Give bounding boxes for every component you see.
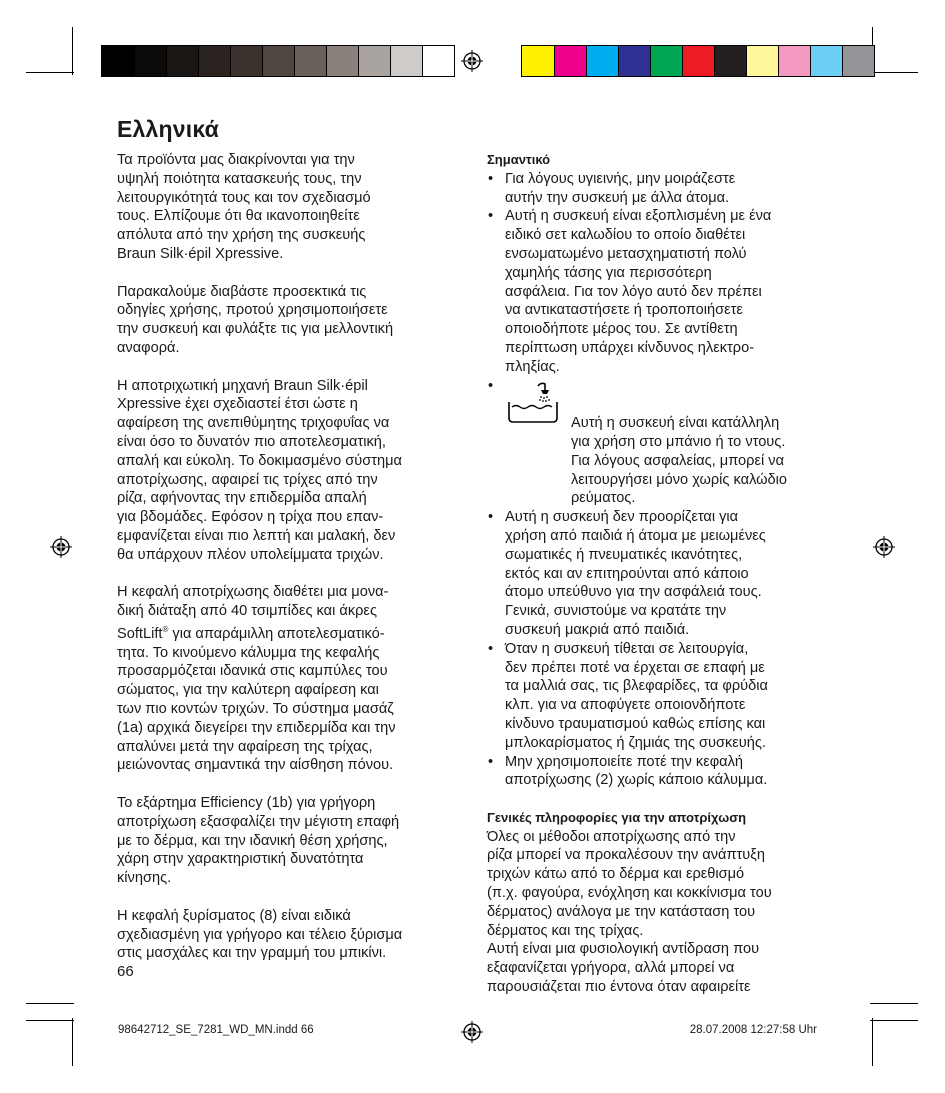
color-swatch — [554, 46, 586, 76]
list-item-bath — [487, 377, 832, 509]
epilation-head-paragraph — [117, 583, 462, 775]
footer-timestamp: 28.07.2008 12:27:58 Uhr — [689, 1024, 817, 1036]
color-swatch — [746, 46, 778, 76]
instructions-paragraph: Παρακαλούμε διαβάστε προσεκτικά τις οδηγίες χρήσης, προτού χρησιμοποιήσετε την συσκευή και φυλάξτε τις για μελλοντική αναφορά. — [117, 283, 394, 356]
general-info-heading: Γενικές πληροφορίες για την αποτρίχωση — [487, 809, 747, 825]
color-swatch — [778, 46, 810, 76]
important-heading: Σημαντικό — [487, 152, 551, 167]
registration-mark-icon — [50, 536, 72, 558]
registration-mark-icon — [873, 536, 895, 558]
crop-mark — [870, 72, 918, 73]
crop-mark — [872, 1018, 873, 1066]
grayscale-color-bar — [101, 45, 455, 77]
list-item: • Μην χρησιμοποιείτε ποτέ την κεφαλή αποτρίχωσης (2) χωρίς κάποιο κάλυμμα. — [487, 753, 832, 791]
color-swatch — [230, 46, 262, 76]
crop-mark — [26, 1003, 74, 1004]
color-swatch — [810, 46, 842, 76]
registration-mark-icon — [461, 50, 483, 72]
bath-text: Αυτή η συσκευή είναι κατάλληλη για χρήση στο μπάνιο ή το ντους. Για λόγους ασφαλείας, μπορεί να λειτουργήσει μόνο χωρίς καλώδιο ρεύματος. — [571, 415, 788, 507]
intro-paragraph: Τα προϊόντα μας διακρίνονται για την υψηλή ποιότητα κατασκευής τους, την λειτουργικότητά τους και τον σχεδιασμό τους. Ελπίζουμε ότι θα ικανοποιηθείτε απόλυτα από την χρήση της συσκευής Braun Silk·épil Xpressive. — [117, 152, 371, 262]
epilator-description-paragraph: Η αποτριχωτική μηχανή Braun Silk·épil Xpressive έχει σχεδιαστεί έτσι ώστε η αφαίρεση της ανεπιθύμητης τριχοφυΐας να είναι όσο το δυνατόν πιο αποτελεσματική, απαλή και εύκολη. Το δοκιμασμένο σύστημα αποτρίχωσης, αφαιρεί τις τρίχες από την ρίζα, αφήνοντας την επιδερμίδα απαλή για βδομάδες. Εφόσον η τρίχα που επαν- εμφανίζεται είναι πιο λεπτή και μαλακή, δεν θα υπάρχουν πλέον υπολείμματα τριχών. — [117, 377, 402, 563]
page-number: 66 — [117, 963, 134, 980]
list-item: • Όταν η συσκευή τίθεται σε λειτουργία, δεν πρέπει ποτέ να έρχεται σε επαφή με τα μαλλιά σας, τις βλεφαρίδες, τα φρύδια κλπ. για να αποφύγετε οποιονδήποτε κίνδυνο τραυματισμού καθώς επίσης και μπλοκαρίσματος ή ζημιάς της συσκευής. — [487, 640, 832, 753]
left-column — [117, 151, 462, 963]
color-swatch — [134, 46, 166, 76]
color-swatch — [294, 46, 326, 76]
footer-file-info: 98642712_SE_7281_WD_MN.indd 66 — [118, 1024, 314, 1036]
registration-mark-icon — [461, 1021, 483, 1043]
color-swatch — [586, 46, 618, 76]
color-swatch — [102, 46, 134, 76]
color-swatch — [618, 46, 650, 76]
color-swatch — [326, 46, 358, 76]
color-swatch — [422, 46, 454, 76]
crop-mark — [26, 72, 74, 73]
list-item: • Αυτή η συσκευή δεν προορίζεται για χρήση από παιδιά ή άτομα με μειωμένες σωματικές ή πνευματικές ικανότητες, εκτός και αν επιτηρούνται από κάποιο άτομο υπεύθυνο για την ασφάλειά τους. Γενικά, συνιστούμε να κρατάτε την συσκευή μακριά από παιδιά. — [487, 508, 832, 640]
registered-mark: ® — [162, 624, 169, 634]
general-info-paragraph: Όλες οι μέθοδοι αποτρίχωσης από την ρίζα μπορεί να προκαλέσουν την ανάπτυξη τριχών κάτω από το δέρμα και ερεθισμό (π.χ. φαγούρα, ενόχληση και κοκκίνισμα του δέρματος) ανάλογα με την κατάσταση του δέρματος και της τρίχας. — [487, 828, 772, 939]
color-swatch — [198, 46, 230, 76]
list-item: • Αυτή η συσκευή είναι εξοπλισμένη με ένα ειδικό σετ καλωδίου το οποίο διαθέτει ενσωματωμένο μετασχηματιστή πολύ χαμηλής τάσης για περισσότερη ασφάλεια. Για τον λόγο αυτό δεν πρέπει να αντικαταστήσετε ή τροποποιήσετε οποιοδήποτε μέρος του. Σε αντίθετη περίπτωση υπάρχει κίνδυνος ηλεκτρο- πληξίας. — [487, 207, 832, 376]
shaver-head-paragraph: Η κεφαλή ξυρίσματος (8) είναι ειδικά σχεδιασμένη για γρήγορο και τέλειο ξύρισμα στις μασχάλες και την γραμμή του μπικίνι. — [117, 907, 403, 962]
color-swatch — [166, 46, 198, 76]
bath-shower-icon — [507, 380, 559, 426]
list-item: • Για λόγους υγιεινής, μην μοιράζεστε αυτήν την συσκευή με άλλα άτομα. — [487, 170, 832, 208]
crop-mark — [72, 1018, 73, 1066]
color-swatch — [714, 46, 746, 76]
important-list — [487, 170, 832, 790]
color-swatch — [262, 46, 294, 76]
crop-mark — [870, 1003, 918, 1004]
color-swatch — [842, 46, 874, 76]
efficiency-cap-paragraph: Το εξάρτημα Efficiency (1b) για γρήγορη αποτρίχωση εξασφαλίζει την μέγιστη επαφή με το δέρμα, και την ιδανική θέση χρήσης, χάρη στην χαρακτηριστική δυνατότητα κίνησης. — [117, 794, 400, 887]
crop-mark — [870, 1020, 918, 1021]
page-title: Ελληνικά — [117, 116, 219, 142]
color-swatch — [522, 46, 554, 76]
color-swatch — [682, 46, 714, 76]
crop-mark — [72, 27, 73, 75]
epilation-head-text-b: για απαράμιλλη αποτελεσματικό- τητα. Το κινούμενο κάλυμμα της κεφαλής προσαρμόζεται ιδανικά στις καμπύλες του σώματος, για την καλύτερη αφαίρεση και των πιο κοντών τριχών. Το σύστημα μασάζ (1a) αρχικά διεγείρει την επιδερμίδα και την απαλύνει μετά την αφαίρεση της τρίχας, μειώνοντας σημαντικά την αίσθηση πόνου. — [117, 625, 396, 774]
epilation-head-text-a: Η κεφαλή αποτρίχωσης διαθέτει μια μονα- δική διάταξη από 40 τσιμπίδες και άκρες SoftLift — [117, 584, 389, 642]
crop-mark — [26, 1020, 74, 1021]
reaction-paragraph: Αυτή είναι μια φυσιολογική αντίδραση που εξαφανίζεται γρήγορα, αλλά μπορεί να παρουσιάζεται πιο έντονα όταν αφαιρείτε — [487, 941, 760, 996]
color-swatch — [358, 46, 390, 76]
right-column — [487, 151, 832, 997]
color-swatch — [390, 46, 422, 76]
process-color-bar — [521, 45, 875, 77]
color-swatch — [650, 46, 682, 76]
